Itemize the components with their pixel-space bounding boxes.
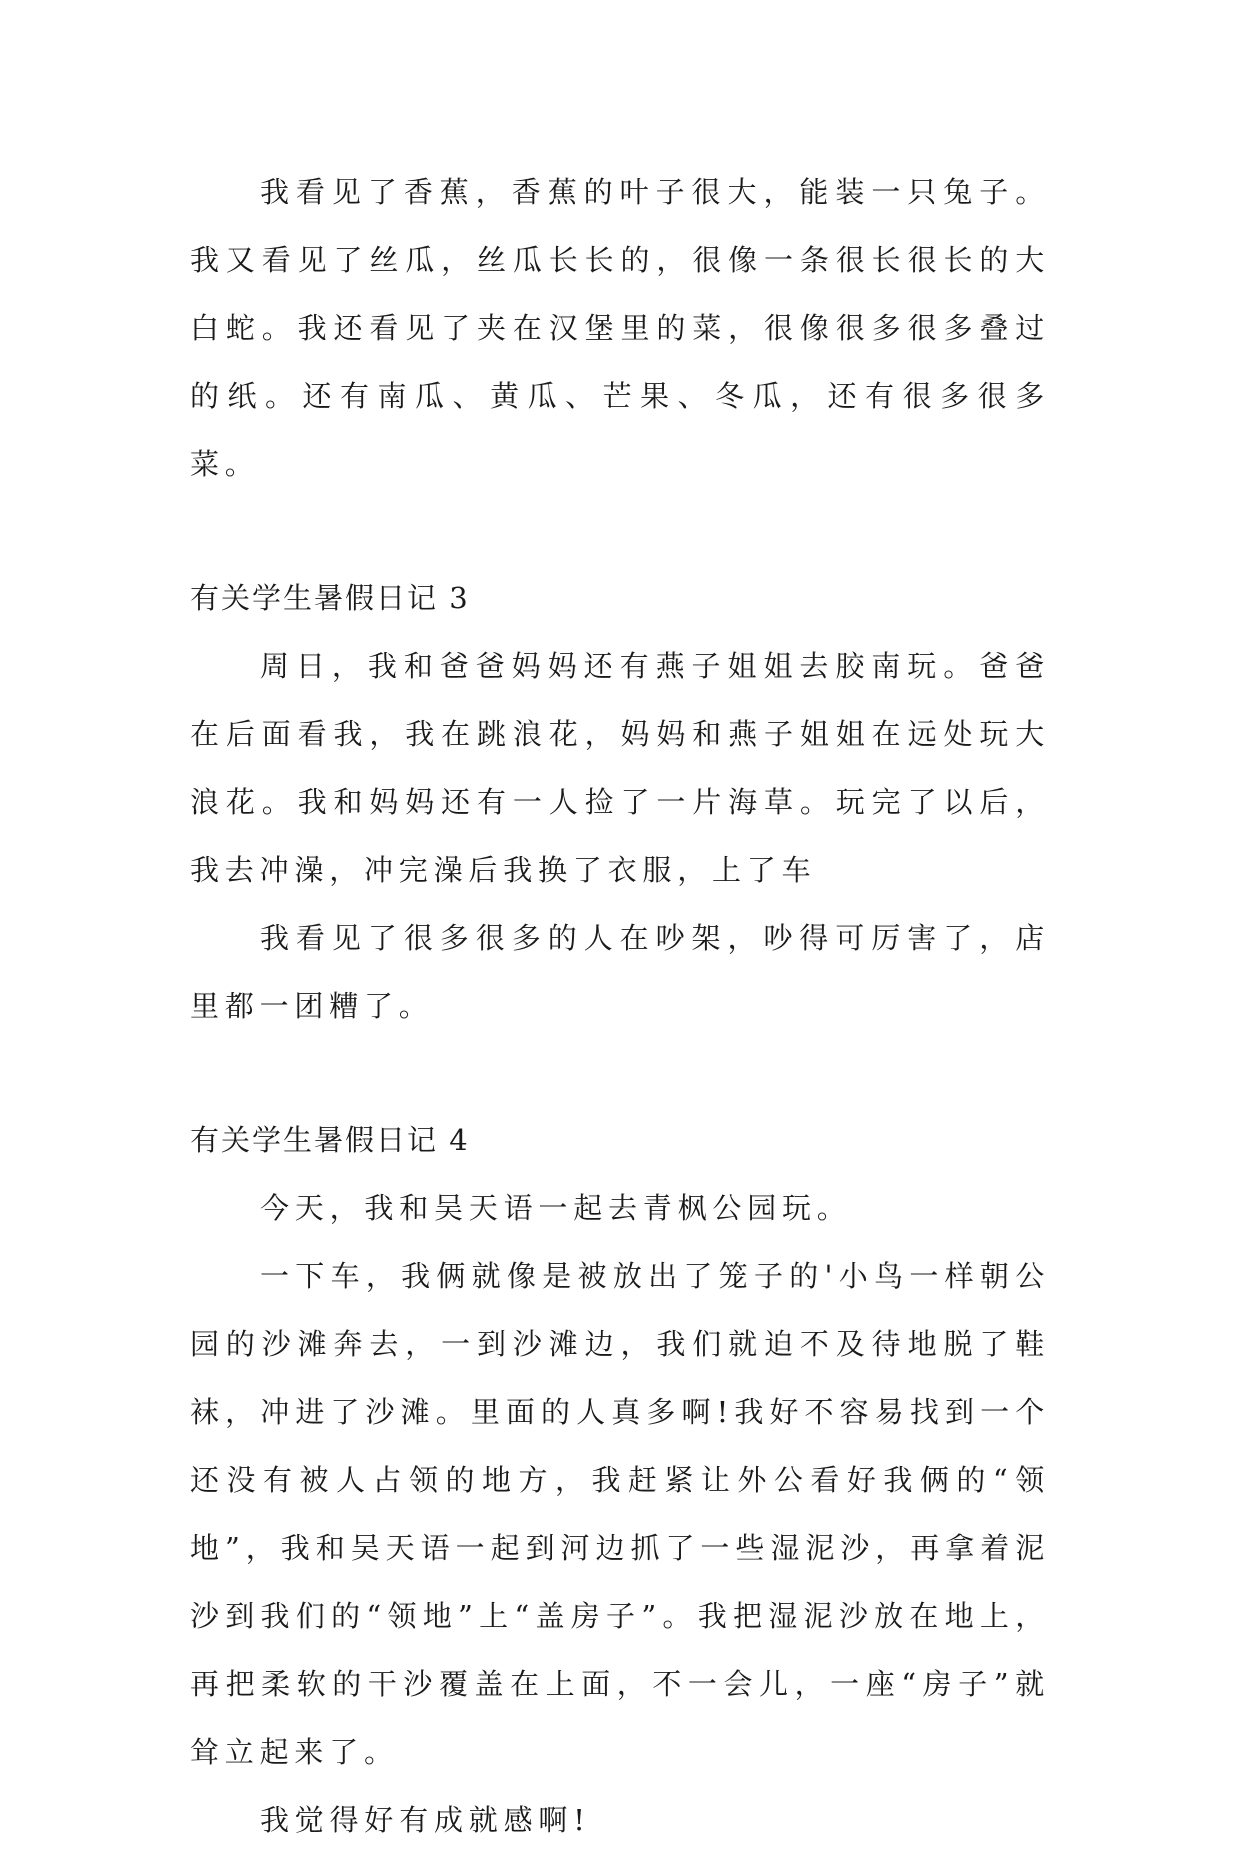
diary-heading-4: 有关学生暑假日记 4	[190, 1123, 470, 1157]
document-body	[190, 158, 1050, 1854]
paragraph-park-intro: 今天，我和吴天语一起去青枫公园玩。	[260, 1191, 852, 1225]
paragraph-beach-trip: 周日，我和爸爸妈妈还有燕子姐姐去胶南玩。爸爸在后面看我，我在跳浪花，妈妈和燕子姐姐在远处玩大浪花。我和妈妈还有一人捡了一片海草。玩完了以后，我去冲澡，冲完澡后我换了衣服，上了车	[190, 649, 1050, 887]
paragraph-achievement: 我觉得好有成就感啊!	[260, 1803, 591, 1837]
paragraph-vegetables: 我看见了香蕉，香蕉的叶子很大，能装一只兔子。我又看见了丝瓜，丝瓜长长的，很像一条很长很长的大白蛇。我还看见了夹在汉堡里的菜，很像很多很多叠过的纸。还有南瓜、黄瓜、芒果、冬瓜，还有很多很多菜。	[190, 175, 1050, 481]
paragraph-sand-house: 一下车，我俩就像是被放出了笼子的'小鸟一样朝公园的沙滩奔去，一到沙滩边，我们就迫不及待地脱了鞋袜，冲进了沙滩。里面的人真多啊!我好不容易找到一个还没有被人占领的地方，我赶紧让外公看好我俩的“领地”，我和吴天语一起到河边抓了一些湿泥沙，再拿着泥沙到我们的“领地”上“盖房子”。我把湿泥沙放在地上，再把柔软的干沙覆盖在上面，不一会儿，一座“房子”就耸立起来了。	[190, 1259, 1050, 1769]
diary-heading-3: 有关学生暑假日记 3	[190, 581, 470, 615]
paragraph-store-quarrel: 我看见了很多很多的人在吵架，吵得可厉害了，店里都一团糟了。	[190, 921, 1050, 1023]
